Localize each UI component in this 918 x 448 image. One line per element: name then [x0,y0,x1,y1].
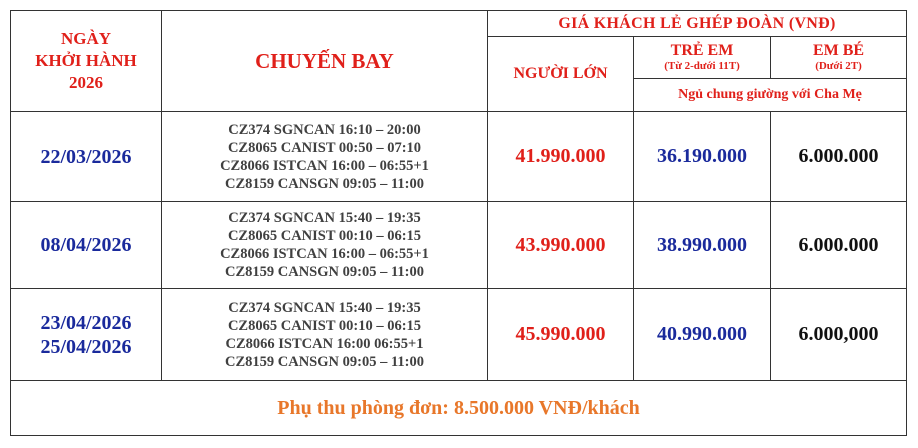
flight-line: CZ8065 CANIST 00:50 – 07:10 [227,139,422,156]
header-child-label: TRẺ EM [670,42,734,59]
flight-line: CZ8159 CANSGN 09:05 – 11:00 [225,175,424,192]
flight-line: CZ8159 CANSGN 09:05 – 11:00 [225,353,424,370]
header-adult: NGƯỜI LỚN [488,37,634,112]
flight-line: CZ8065 CANIST 00:10 – 06:15 [227,228,422,244]
flight-line: CZ8066 ISTCAN 16:00 06:55+1 [225,335,424,352]
table-row [11,202,907,289]
child-price: 40.990.000 [634,289,771,381]
flight-line: CZ374 SGNCAN 15:40 – 19:35 [228,299,421,316]
price-table [10,10,907,436]
adult-price: 43.990.000 [488,202,634,289]
flight-line: CZ8066 ISTCAN 16:00 – 06:55+1 [220,246,429,262]
header-infant-label: EM BÉ [812,42,865,59]
flight-list [162,202,488,289]
date-text: 25/04/2026 [40,335,132,358]
header-infant [771,37,907,79]
flight-line: CZ8159 CANSGN 09:05 – 11:00 [225,264,424,280]
single-room-surcharge: Phụ thu phòng đơn: 8.500.000 VNĐ/khách [11,381,907,436]
flight-line: CZ8066 ISTCAN 16:00 – 06:55+1 [220,157,429,174]
departure-date [11,202,162,289]
header-date-line-2: KHỞI HÀNH [35,51,137,70]
header-infant-note: (Dưới 2T) [815,60,862,72]
flight-line: CZ8065 CANIST 00:10 – 06:15 [227,317,422,334]
table-row [11,112,907,202]
header-flights: CHUYẾN BAY [162,11,488,112]
flight-line: CZ374 SGNCAN 15:40 – 19:35 [228,210,421,226]
date-text: 23/04/2026 [40,311,132,334]
infant-price: 6.000.000 [771,202,907,289]
date-text: 08/04/2026 [40,234,132,256]
child-price: 36.190.000 [634,112,771,202]
flight-list [162,112,488,202]
flight-list [162,289,488,381]
adult-price: 41.990.000 [488,112,634,202]
date-text: 22/03/2026 [40,145,132,168]
departure-date [11,289,162,381]
departure-date [11,112,162,202]
header-group-price: GIÁ KHÁCH LẺ GHÉP ĐOÀN (VNĐ) [488,11,907,37]
header-departure-date [11,11,162,112]
infant-price: 6.000,000 [771,289,907,381]
header-child [634,37,771,79]
child-price: 38.990.000 [634,202,771,289]
infant-price: 6.000.000 [771,112,907,202]
header-date-line-3: 2026 [69,73,103,92]
adult-price: 45.990.000 [488,289,634,381]
header-shared-bed: Ngủ chung giường với Cha Mẹ [634,79,907,112]
flight-line: CZ374 SGNCAN 16:10 – 20:00 [228,121,421,138]
header-child-note: (Từ 2-dưới 11T) [664,60,740,72]
price-table-container [10,10,907,436]
table-row [11,289,907,381]
header-date-line-1: NGÀY [60,29,112,48]
